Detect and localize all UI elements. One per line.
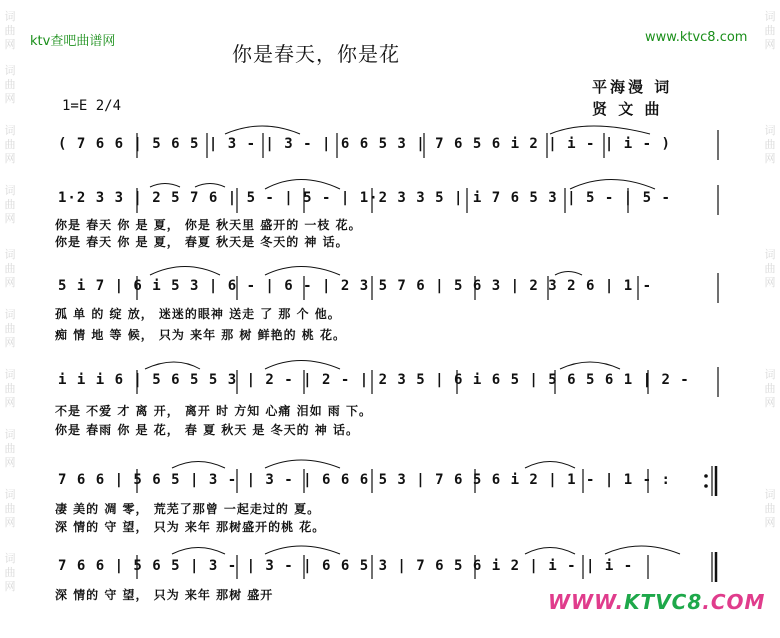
watermark-char: 曲 bbox=[764, 382, 776, 395]
watermark-char: 网 bbox=[4, 38, 16, 51]
watermark-char: 曲 bbox=[764, 502, 776, 515]
lyrics-row-5-verse-2: 深 情的 守 望， 只为 来年 那树盛开的桃 花。 bbox=[55, 520, 326, 534]
watermark-char: 词 bbox=[4, 64, 16, 77]
repeat-dots bbox=[704, 474, 708, 488]
watermark-char: 曲 bbox=[4, 78, 16, 91]
lyrics-row-4-verse-2: 你是 春雨 你 是 花， 春 夏 秋天 是 冬天的 神 话。 bbox=[55, 423, 359, 437]
lyrics-row-5-verse-1: 凄 美的 凋 零， 荒芜了那曾 一起走过的 夏。 bbox=[55, 502, 321, 516]
notation-row-5: 7 6 6 | 5 6 5 | 3 - | 3 - | 6 6 6 5 3 | 7 6 5 6 i 2 | 1 - | 1 - : bbox=[58, 472, 671, 488]
watermark-char: 网 bbox=[4, 516, 16, 529]
watermark-prefix: WWW. bbox=[548, 590, 625, 614]
watermark-char: 网 bbox=[764, 396, 776, 409]
watermark-char: 词 bbox=[4, 552, 16, 565]
watermark-char: 曲 bbox=[764, 24, 776, 37]
watermark-char: 网 bbox=[764, 516, 776, 529]
watermark-char: 网 bbox=[4, 276, 16, 289]
song-title: 你是春天，你是花 bbox=[232, 42, 400, 66]
notation-row-1: ( 7 6 6 | 5 6 5 | 3 - | 3 - | 6 6 5 3 | 7 6 5 6 i 2 | i - | i - ) bbox=[58, 136, 671, 152]
watermark-char: 词 bbox=[4, 124, 16, 137]
watermark-char: 网 bbox=[4, 92, 16, 105]
watermark-char: 曲 bbox=[764, 262, 776, 275]
watermark-char: 词 bbox=[4, 248, 16, 261]
notation-row-6: 7 6 6 | 5 6 5 | 3 - | 3 - | 6 6 5 3 | 7 6 5 6 i 2 | i - | i - bbox=[58, 558, 634, 574]
watermark-char: 词 bbox=[764, 368, 776, 381]
watermark-char: 曲 bbox=[4, 262, 16, 275]
watermark-char: 网 bbox=[764, 38, 776, 51]
watermark-char: 曲 bbox=[4, 566, 16, 579]
watermark-char: 曲 bbox=[764, 138, 776, 151]
lyrics-row-3-verse-1: 孤 单 的 绽 放， 迷迷的眼神 送走 了 那 个 他。 bbox=[55, 307, 341, 321]
notation-row-3: 5 i 7 | 6 i 5 3 | 6 - | 6 - | 2 3 5 7 6 | 5 6 3 | 2 3 2 6 | 1 - bbox=[58, 278, 653, 294]
lyrics-row-6-verse-1: 深 情的 守 望， 只为 来年 那树 盛开 bbox=[55, 588, 274, 602]
watermark-char: 网 bbox=[4, 396, 16, 409]
watermark-char: 词 bbox=[764, 10, 776, 23]
watermark-char: 词 bbox=[764, 488, 776, 501]
lyrics-row-2-verse-2: 你是 春天 你 是 夏， 春夏 秋天是 冬天的 神 话。 bbox=[55, 235, 349, 249]
watermark-char: 网 bbox=[4, 212, 16, 225]
watermark-suffix: .COM bbox=[702, 590, 766, 614]
watermark-brand: KTVC8 bbox=[624, 590, 703, 614]
watermark-char: 曲 bbox=[4, 138, 16, 151]
watermark-char: 词 bbox=[764, 124, 776, 137]
bottom-site-watermark[interactable] bbox=[548, 590, 765, 614]
notation-row-4: i i i 6 | 5 6 5 5 3 | 2 - | 2 - | 2 3 5 | 6 i 6 5 | 5 6 5 6 1 | 2 - bbox=[58, 372, 690, 388]
notation-row-2: 1·2 3 3 | 2 5 7 6 | 5 - | 5 - | 1·2 3 3 5 | i 7 6 5 3 | 5 - | 5 - bbox=[58, 190, 671, 206]
watermark-char: 曲 bbox=[4, 442, 16, 455]
lyricist-credit: 平海漫 词 bbox=[592, 78, 673, 96]
watermark-char: 曲 bbox=[4, 502, 16, 515]
key-signature: 1=E 2/4 bbox=[62, 98, 122, 114]
watermark-char: 词 bbox=[4, 308, 16, 321]
watermark-char: 词 bbox=[4, 488, 16, 501]
watermark-char: 词 bbox=[4, 428, 16, 441]
watermark-char: 词 bbox=[764, 248, 776, 261]
watermark-char: 曲 bbox=[4, 198, 16, 211]
watermark-char: 网 bbox=[4, 336, 16, 349]
watermark-char: 网 bbox=[764, 276, 776, 289]
site-url-right[interactable]: www.ktvc8.com bbox=[645, 30, 748, 45]
watermark-char: 网 bbox=[4, 456, 16, 469]
site-name-left[interactable]: ktv查吧曲谱网 bbox=[30, 34, 116, 49]
lyrics-row-2-verse-1: 你是 春天 你 是 夏， 你是 秋天里 盛开的 一枝 花。 bbox=[55, 218, 362, 232]
watermark-char: 网 bbox=[764, 152, 776, 165]
lyrics-row-3-verse-2: 痴 情 地 等 候， 只为 来年 那 树 鲜艳的 桃 花。 bbox=[55, 328, 346, 342]
watermark-char: 词 bbox=[4, 10, 16, 23]
watermark-char: 词 bbox=[4, 368, 16, 381]
watermark-char: 网 bbox=[4, 580, 16, 593]
lyrics-row-4-verse-1: 不是 不爱 才 离 开， 离开 时 方知 心痛 泪如 雨 下。 bbox=[55, 404, 372, 418]
watermark-char: 词 bbox=[4, 184, 16, 197]
watermark-char: 曲 bbox=[4, 24, 16, 37]
watermark-char: 曲 bbox=[4, 322, 16, 335]
watermark-char: 网 bbox=[4, 152, 16, 165]
composer-credit: 贤 文 曲 bbox=[592, 100, 663, 118]
watermark-char: 曲 bbox=[4, 382, 16, 395]
